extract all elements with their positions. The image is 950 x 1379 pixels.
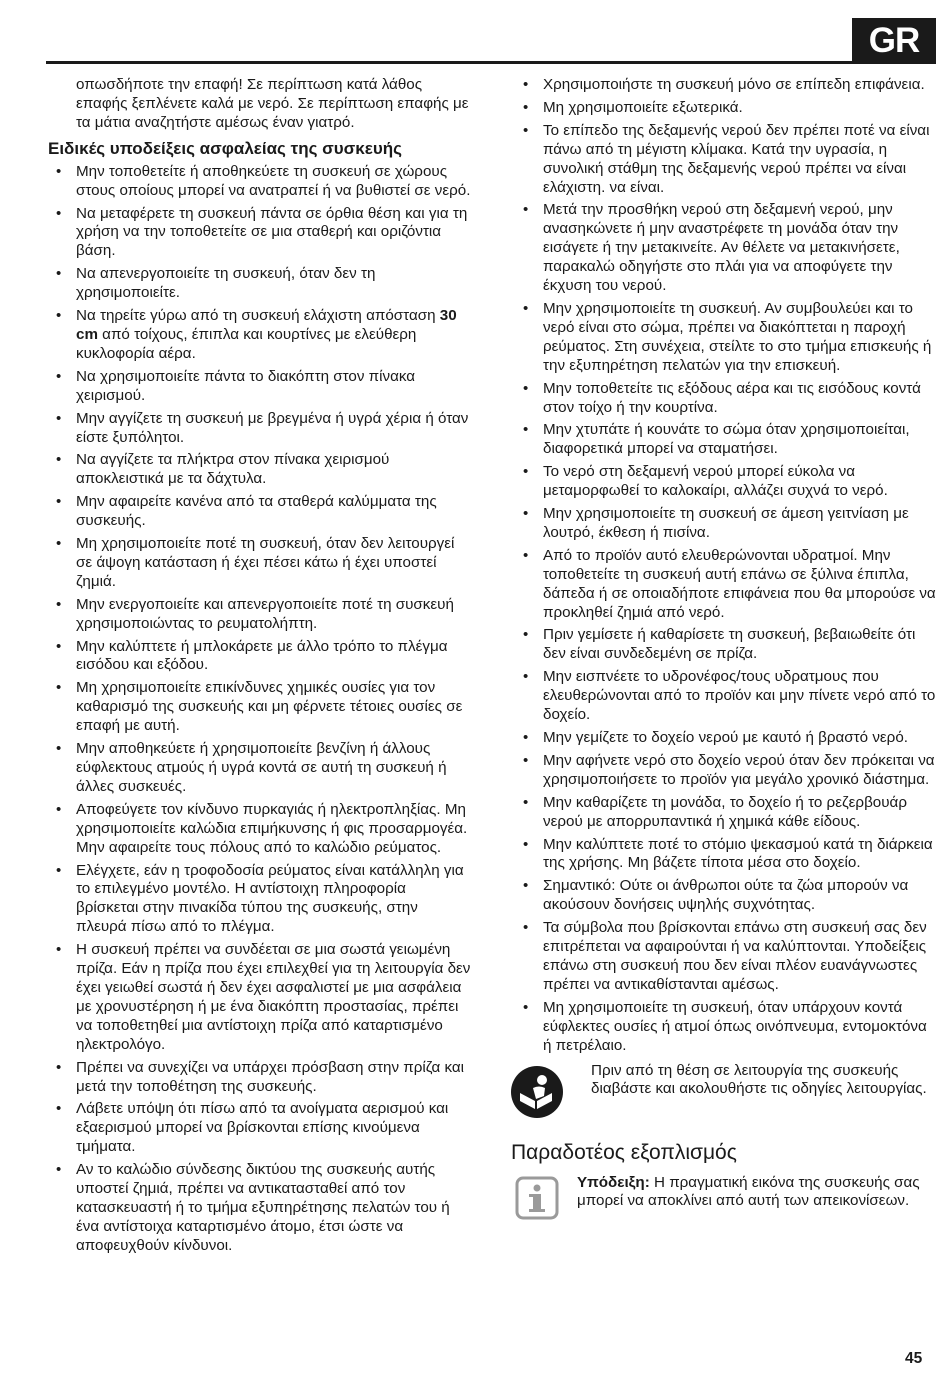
list-item-text: Από το προϊόν αυτό ελευθερώνονται υδρατμοί. Μην τοποθετείτε τη συσκευή αυτή επάνω σε ξύλινα έπιπλα, δάπεδα ή σε οποιαδήποτε επιφάνεια που θα μπορούσε να προκληθεί ζημιά από νερό. [543, 546, 936, 621]
list-item [515, 99, 936, 118]
list-item [48, 205, 472, 262]
bullet-icon: • [523, 379, 529, 397]
bullet-icon: • [523, 505, 529, 523]
list-item-text: Χρησιμοποιήστε τη συσκευή μόνο σε επίπεδη επιφάνεια. [543, 76, 925, 93]
list-item [515, 463, 936, 501]
list-item [515, 380, 936, 418]
bullet-icon: • [56, 800, 62, 818]
list-item [48, 265, 472, 303]
bullet-icon: • [56, 1100, 62, 1118]
list-item-text: Να απενεργοποιείτε τη συσκευή, όταν δεν τη χρησιμοποιείτε. [76, 265, 376, 302]
bullet-icon: • [56, 451, 62, 469]
list-item [48, 1059, 472, 1097]
bullet-icon: • [523, 98, 529, 116]
info-note [515, 1174, 936, 1224]
bullet-icon: • [523, 421, 529, 439]
list-item-text: Το νερό στη δεξαμενή νερού μπορεί εύκολα να μεταμορφωθεί το καλοκαίρι, αλλάζει συχνά το νερό. [543, 463, 888, 500]
bullet-icon: • [56, 941, 62, 959]
list-item-text: Να μεταφέρετε τη συσκευή πάντα σε όρθια θέση και για τη χρήση να την τοποθετείτε σε μια σταθερή και οριζόντια βάση. [76, 204, 468, 260]
list-item-text: Πριν γεμίσετε ή καθαρίσετε τη συσκευή, βεβαιωθείτε ότι δεν είναι συνδεδεμένη σε πρίζα. [543, 626, 916, 663]
bullet-icon: • [523, 751, 529, 769]
list-item-text: Αν το καλώδιο σύνδεσης δικτύου της συσκευής αυτής υποστεί ζημιά, πρέπει να αντικατασταθεί από τον κατασκευαστή ή το τμήμα εξυπηρέτησης πελατών του ή ένα αντίστοιχα καταρτισμένο άτομο, έτσι ώστε να αποφευχθούν κίνδυνοι. [76, 1161, 450, 1254]
list-item-text: Να χρησιμοποιείτε πάντα το διακόπτη στον πίνακα χειρισμού. [76, 367, 416, 404]
list-item [48, 163, 472, 201]
list-item [48, 307, 472, 364]
bullet-icon: • [523, 919, 529, 937]
list-item-text: Σημαντικό: Ούτε οι άνθρωποι ούτε τα ζώα μπορούν να ακούσουν δονήσεις υψηλής συχνότητας. [543, 877, 909, 914]
list-item [515, 201, 936, 296]
bullet-icon: • [56, 740, 62, 758]
list-item-text: Μην χτυπάτε ή κουνάτε το σώμα όταν χρησιμοποιείται, διαφορετικά μπορεί να σταματήσει. [543, 421, 910, 458]
list-item-text: Ελέγχετε, εάν η τροφοδοσία ρεύματος είναι κατάλληλη για το επιλεγμένο μοντέλο. Η αντίστοιχη πληροφορία βρίσκεται στην πινακίδα τύπου της συσκευής, στην πλευρά πίσω από το πλέγμα. [76, 861, 464, 936]
right-column [511, 76, 936, 1224]
list-item-text: Η συσκευή πρέπει να συνδέεται σε μια σωστά γειωμένη πρίζα. Εάν η πρίζα που έχει επιλεχθεί για τη λειτουργία δεν έχει γειωθεί σωστά ή δεν έχει ασφαλιστεί με μια ασφάλεια με χρονυστέρηση ή με ένα διακόπτη προστασίας, πρέπει να τοποθετηθεί μια αντίστοιχη πρίζα από καταρτισμένο ηλεκτρολόγο. [76, 941, 471, 1053]
list-item [515, 836, 936, 874]
list-item-text: Μην καλύπτετε ή μπλοκάρετε με άλλο τρόπο το πλέγμα εισόδου και εξόδου. [76, 637, 448, 674]
bullet-icon: • [56, 204, 62, 222]
bullet-icon: • [523, 793, 529, 811]
section-title-delivery: Παραδοτέος εξοπλισμός [511, 1140, 737, 1164]
bullet-icon: • [523, 463, 529, 481]
list-item-text: Μην χρησιμοποιείτε τη συσκευή. Αν συμβουλεύει και το νερό είναι στο σώμα, πρέπει να διακόπτεται η παροχή ρεύματος. Στη συνέχεια, στείλτε το στο τμήμα επισκευής ή την εξυπηρέτηση πελατών για την επισκευή. [543, 299, 932, 374]
list-item [515, 999, 936, 1056]
list-item [48, 535, 472, 592]
list-item [515, 877, 936, 915]
list-item-text: Μην αγγίζετε τη συσκευή με βρεγμένα ή υγρά χέρια ή όταν είστε ξυπόλητοι. [76, 409, 469, 446]
left-column [48, 76, 472, 1260]
list-item [48, 679, 472, 736]
section-heading-safety: Ειδικές υποδείξεις ασφαλείας της συσκευής [48, 138, 402, 158]
language-badge: GR [852, 18, 936, 64]
list-item-text: Μη χρησιμοποιείτε ποτέ τη συσκευή, όταν δεν λειτουργεί σε άψογη κατάσταση ή έχει πέσει κάτω ή έχει υποστεί ζημιά. [76, 535, 455, 590]
bullet-icon: • [523, 668, 529, 686]
list-item [48, 941, 472, 1054]
list-item [515, 76, 936, 95]
list-item-text: Το επίπεδο της δεξαμενής νερού δεν πρέπει ποτέ να είναι πάνω από τη μέγιστη κλίμακα. Κατά την υγρασία, η συνολική στάθμη της δεξαμενής νερού πρέπει να είναι ελάχιστη. να είναι. [543, 121, 930, 196]
bullet-icon: • [56, 861, 62, 879]
list-item [48, 451, 472, 489]
bullet-icon: • [523, 998, 529, 1016]
list-item-text: Μην αποθηκεύετε ή χρησιμοποιείτε βενζίνη ή άλλους εύφλεκτους ατμούς ή υγρά κοντά σε αυτή τη συσκευή ή άλλες συσκευές. [76, 740, 447, 795]
list-item-text: Να τηρείτε γύρω από τη συσκευή ελάχιστη απόσταση 30 cm από τοίχους, έπιπλα και κουρτίνες με ελεύθερη κυκλοφορία αέρα. [76, 307, 457, 362]
bullet-icon: • [56, 679, 62, 697]
list-item [515, 752, 936, 790]
list-item [515, 421, 936, 459]
bullet-icon: • [523, 121, 529, 139]
bullet-icon: • [523, 546, 529, 564]
list-item [48, 410, 472, 448]
distance-value: 30 cm [76, 307, 457, 343]
list-item [515, 919, 936, 995]
list-item-text: Μην αφαιρείτε κανένα από τα σταθερά καλύμματα της συσκευής. [76, 493, 437, 530]
list-item-text: Μην αφήνετε νερό στο δοχείο νερού όταν δεν πρόκειται να χρησιμοποιήσετε το προϊόν για μεγάλο χρονικό διάστημα. [543, 751, 935, 788]
list-item [48, 1161, 472, 1256]
list-item-text: Μη χρησιμοποιείτε εξωτερικά. [543, 98, 743, 116]
list-item-text: Πρέπει να συνεχίζει να υπάρχει πρόσβαση στην πρίζα και μετά την τοποθέτηση της συσκευής. [76, 1058, 465, 1095]
list-item-text: Να αγγίζετε τα πλήκτρα στον πίνακα χειρισμού αποκλειστικά με τα δάχτυλα. [76, 451, 390, 488]
list-item-text: Μετά την προσθήκη νερού στη δεξαμενή νερού, μην ανασηκώνετε ή μην αναστρέφετε τη μονάδα όταν την εισάγετε ή την μετακινείτε. Αν θέλετε να μετακινήσετε, παρακαλώ οδηγήστε στο πλάι για να αποφύγετε την έκχυση του νερού. [543, 201, 900, 295]
list-item [48, 596, 472, 634]
list-item-text: Μη χρησιμοποιείτε επικίνδυνες χημικές ουσίες για τον καθαρισμό της συσκευής και μη φέρνετε τέτοιες ουσίες σε επαφή με αυτή. [76, 679, 463, 735]
header-rule [46, 61, 936, 64]
bullet-icon: • [523, 76, 529, 93]
list-item-text: Μην ενεργοποιείτε και απενεργοποιείτε ποτέ τη συσκευή χρησιμοποιώντας το ρευματολήπτη. [76, 595, 454, 632]
read-manual-icon [511, 1066, 563, 1118]
bullet-icon: • [523, 299, 529, 317]
bullet-icon: • [523, 626, 529, 644]
bullet-icon: • [56, 493, 62, 511]
list-item [515, 122, 936, 198]
list-item [48, 368, 472, 406]
list-item-text: Μην τοποθετείτε τις εξόδους αέρα και τις εισόδους κοντά στον τοίχο ή την κουρτίνα. [543, 379, 921, 416]
list-item [48, 862, 472, 938]
list-item-text: Μην γεμίζετε το δοχείο νερού με καυτό ή βραστό νερό. [543, 729, 908, 746]
list-item [515, 505, 936, 543]
info-icon [515, 1176, 559, 1220]
bullet-icon: • [56, 307, 62, 325]
bullet-icon: • [523, 729, 529, 746]
list-item [48, 740, 472, 797]
info-label: Υπόδειξη: [577, 1173, 650, 1191]
list-item-text: Λάβετε υπόψη ότι πίσω από τα ανοίγματα αερισμού και εξαερισμού μπορεί να βρίσκονται επίσης κινούμενα τμήματα. [76, 1100, 449, 1156]
list-item-text: Μην χρησιμοποιείτε τη συσκευή σε άμεση γειτνίαση με λουτρό, έκθεση ή πισίνα. [543, 505, 909, 541]
safety-list-left [48, 163, 472, 1256]
bullet-icon: • [56, 1058, 62, 1076]
list-item [515, 794, 936, 832]
bullet-icon: • [56, 595, 62, 613]
list-item-text: Μην εισπνέετε το υδρονέφος/τους υδρατμους που ελευθερώνονται από το προϊόν και μην πίνετε νερό από το δοχείο. [543, 668, 936, 724]
safety-list-right [515, 76, 936, 1056]
bullet-icon: • [56, 265, 62, 283]
list-item-text: Μην καλύπτετε ποτέ το στόμιο ψεκασμού κατά τη διάρκεια της χρήσης. Μη βάζετε τίποτα μέσα στο δοχείο. [543, 835, 933, 872]
bullet-icon: • [56, 1161, 62, 1179]
bullet-icon: • [523, 835, 529, 853]
bullet-icon: • [56, 162, 62, 180]
bullet-icon: • [56, 637, 62, 655]
list-item-text: Μη χρησιμοποιείτε τη συσκευή, όταν υπάρχουν κοντά εύφλεκτες ουσίες ή ατμοί όπως οινόπνευμα, εντομοκτόνα ή πετρέλαιο. [543, 998, 927, 1054]
list-item [48, 493, 472, 531]
page-number: 45 [905, 1350, 923, 1367]
list-item [515, 668, 936, 725]
list-item [48, 801, 472, 858]
bullet-icon: • [56, 367, 62, 385]
list-item-text: Μην τοποθετείτε ή αποθηκεύετε τη συσκευή σε χώρους στους οποίους μπορεί να ανατραπεί ή να βυθιστεί σε νερό. [76, 162, 471, 199]
read-manual-text: Πριν από τη θέση σε λειτουργία της συσκευής διαβάστε και ακολουθήστε τις οδηγίες λειτουργίας. [591, 1061, 927, 1098]
list-item [48, 1100, 472, 1157]
list-item-text: Αποφεύγετε τον κίνδυνο πυρκαγιάς ή ηλεκτροπληξίας. Μη χρησιμοποιείτε καλώδια επιμήκυνσης ή φις προσαρμογέα. Μην αφαιρείτε τους πόλους από το καλώδιο ρεύματος. [76, 800, 468, 856]
list-item-text: Τα σύμβολα που βρίσκονται επάνω στη συσκευή σας δεν επιτρέπεται να αφαιρούνται ή να καλύπτονται. Υποδείξεις επάνω στη συσκευή που δεν είναι πλέον ευανάγνωστες πρέπει να αντικαθίστανται αμέσως. [543, 919, 927, 993]
list-item [515, 300, 936, 376]
bullet-icon: • [523, 201, 529, 219]
bullet-icon: • [56, 535, 62, 553]
list-item [515, 729, 936, 748]
info-text: Η πραγματική εικόνα της συσκευής σας μπορεί να αποκλίνει από αυτή των απεικονίσεων. [577, 1173, 920, 1210]
list-item [48, 638, 472, 676]
bullet-icon: • [56, 409, 62, 427]
continued-paragraph: οπωσδήποτε την επαφή! Σε περίπτωση κατά λάθος επαφής ξεπλένετε καλά με νερό. Σε περίπτωση επαφής με τα μάτια αναζητήστε αμέσως έναν γιατρό. [76, 76, 469, 131]
bullet-icon: • [523, 877, 529, 895]
read-manual-note [515, 1062, 936, 1122]
list-item-text: Μην καθαρίζετε τη μονάδα, το δοχείο ή το ρεζερβουάρ νερού με απορρυπαντικά ή χημικά κάθε είδους. [543, 793, 907, 830]
list-item [515, 626, 936, 664]
list-item [515, 547, 936, 623]
